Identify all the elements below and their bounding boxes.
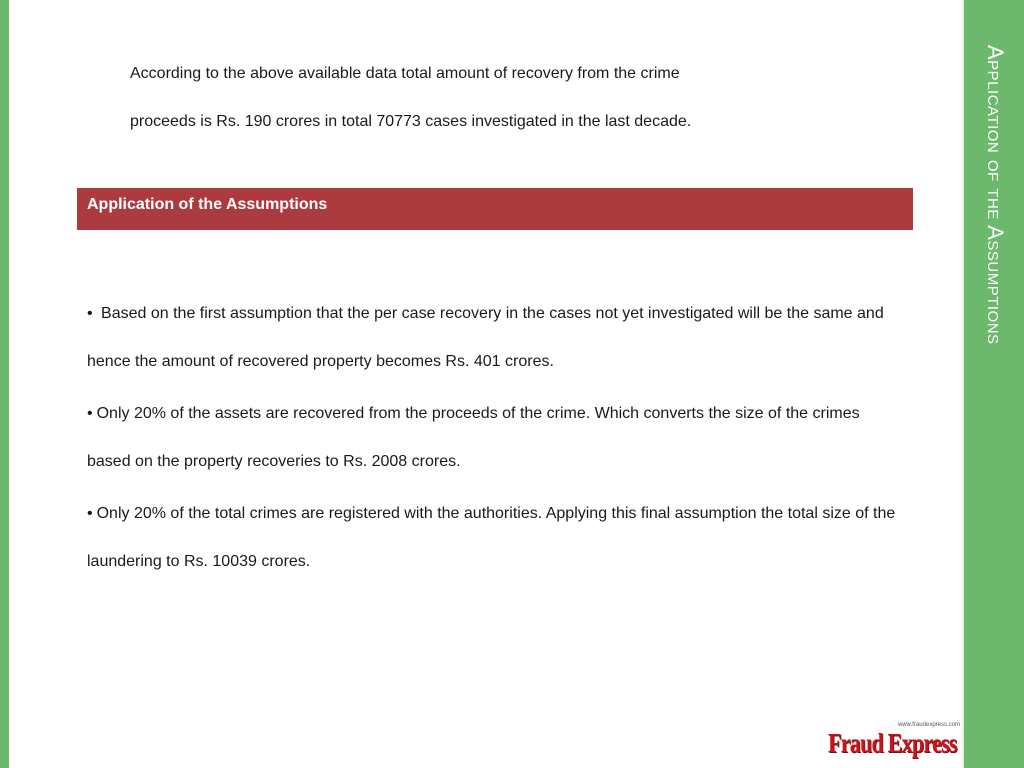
intro-line-1: According to the above available data total amount of recovery from the crime	[130, 65, 680, 82]
sidebar-title: Application of the Assumptions	[983, 45, 1008, 345]
fraud-express-logo	[826, 722, 964, 764]
bullet-text-2: Only 20% of the assets are recovered from the proceeds of the crime. Which converts the size of the crimes based on the property recoveries to Rs. 2008 crores.	[87, 405, 860, 470]
bullet-text-1: Based on the first assumption that the per case recovery in the cases not yet investigated will be the same and hence the amount of recovered property becomes Rs. 401 crores.	[87, 305, 884, 370]
bullet-icon: •	[87, 505, 93, 522]
logo-url: www.fraudexpress.com	[897, 722, 960, 728]
bullet-text-3: Only 20% of the total crimes are registered with the authorities. Applying this final assumption the total size of the laundering to Rs. 10039 crores.	[87, 505, 896, 570]
left-accent-bar	[0, 0, 9, 768]
bullet-icon: •	[87, 305, 93, 322]
bullet-list	[87, 290, 907, 590]
bullet-item-2	[87, 390, 907, 486]
intro-line-2: proceeds is Rs. 190 crores in total 70773 cases investigated in the last decade.	[130, 113, 692, 130]
logo-text: Fraud Express	[828, 728, 957, 758]
bullet-item-3	[87, 490, 907, 586]
intro-paragraph	[130, 62, 890, 158]
section-header: Application of the Assumptions	[77, 188, 913, 230]
bullet-item-1	[87, 290, 907, 386]
bullet-icon: •	[87, 405, 93, 422]
